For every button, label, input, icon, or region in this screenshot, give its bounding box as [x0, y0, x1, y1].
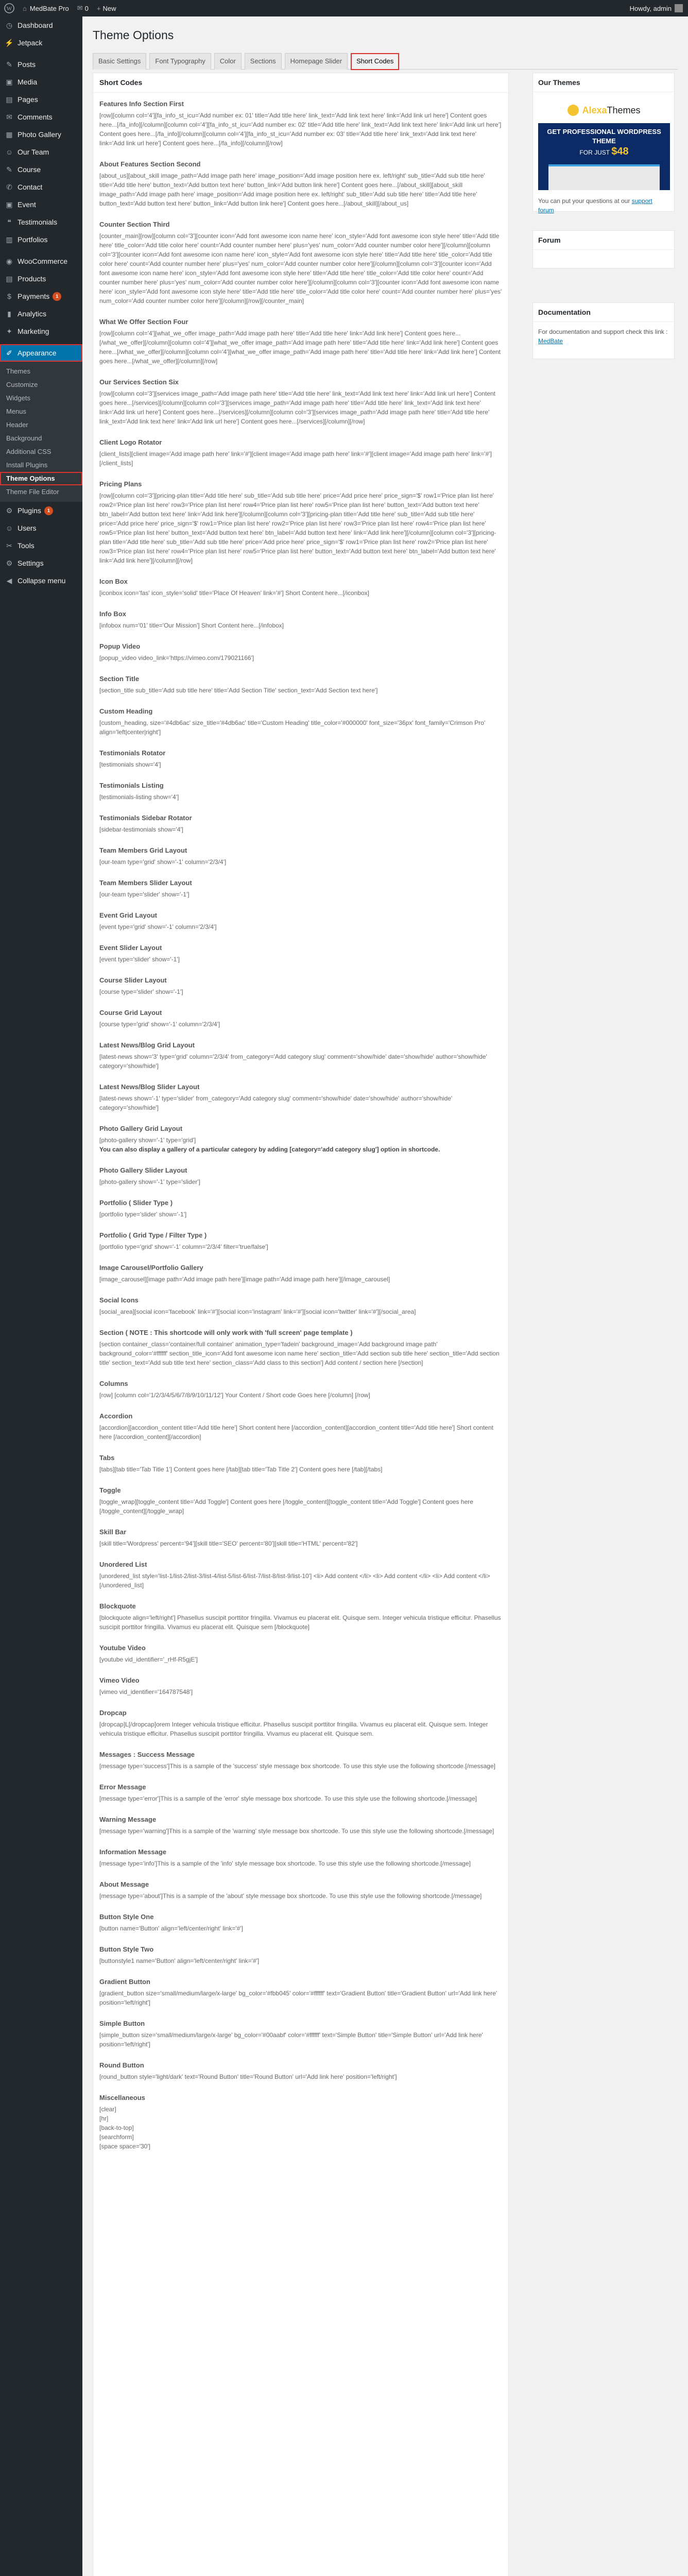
shortcode-code: [blockquote align='left/right'] Phasellus suscipit porttitor fringilla. Vivamus eu placerat elit. Quisque sem. Integer vehicula tristique efficitur. Phasellus suscipit porttitor fringilla. Vivamus eu placerat elit. Quisque sem [/blockquote]	[99, 1614, 501, 1631]
shortcode-code: [counter_main][row][column col='3'][counter icon='Add font awesome icon name here' icon_style='Add font awesome icon style here' title='Add title here' title_color='Add title color here' count='Add counter number here' plus='yes' num_color='Add counter number color here'][/column][column col='3'][counter icon='Add font awesome icon name here' icon_style='Add font awesome icon style here' title='Add title here' title_color='Add title color here' count='Add counter number here' plus='yes' num_color='Add counter number color here'][/column][column col='3'][counter icon='Add font awesome icon name here' icon_style='Add font awesome icon style here' title='Add title here' title_color='Add title color here' count='Add counter number here' plus='yes' num_color='Add counter number color here'][/column][column col='3'][counter icon='Add font awesome icon name here' icon_style='Add font awesome icon style here' title='Add title here' title_color='Add title color here' count='Add counter number here' plus='yes' num_color='Add counter number color here'][/column][/row][/counter_main]	[99, 232, 502, 304]
promo-price: $48	[611, 146, 629, 157]
tab-sections[interactable]: Sections	[245, 53, 282, 70]
shortcode-code: [simple_button size='small/medium/large/x-large' bg_color='#00aabf' color='#ffffff' text='Simple Button' title='Simple Button' url='Add link here' position='left/right']	[99, 2031, 483, 2048]
shortcode-code: [client_lists][client image='Add image path here' link='#'][client image='Add image path here' link='#'][client image='Add image path here' link='#'][/client_lists]	[99, 450, 492, 467]
comments-icon: ✉	[6, 112, 12, 121]
menu-separator	[0, 248, 82, 252]
appearance-icon: ✐	[6, 348, 12, 357]
shortcode-code: [unordered_list style='list-1/list-2/list-3/list-4/list-5/list-6/list-7/list-8/list-9/list-10'] <li> Add content </li> <li> Add content </li> <li> Add content </li>[/unordered_list]	[99, 1572, 490, 1589]
shortcode-code: [section container_class='container/full container' animation_type='fadein' background_image='Add background image path' background_color='#ffffff' section_title_icon='Add font awesome icon name here' section_title='Add section sub title here' section_title='Add section title' section_text='Add sub title text here' section_class='Add class to this section'] Add content / section here [/section]	[99, 1341, 500, 1366]
sidebar-item-label: Users	[18, 524, 37, 532]
shortcode-title: Social Icons	[99, 1296, 139, 1304]
shortcode-title: Image Carousel/Portfolio Gallery	[99, 1264, 203, 1272]
sidebar-item-label: WooCommerce	[18, 257, 67, 265]
shortcode-title: Unordered List	[99, 1561, 147, 1568]
shortcode-code: [row][column col='4'][what_we_offer image_path='Add image path here' title='Add title here' link='Add link here'] Content goes here...[/what_we_offer][/column][column col='4'][what_we_offer image_path='Add image path here' title='Add title here' link='Add link here'] Content goes here...[/what_we_offer][/column][column col='4'][what_we_offer image_path='Add image path here' title='Add title here' link='Add link here'] Content goes here...[/what_we_offer][/column][/row]	[99, 330, 501, 365]
shortcode-code: [youtube vid_identifier='_rHf-R5gjE']	[99, 1656, 198, 1663]
shortcode-code: [course type='grid' show='-1' column='2/3/4']	[99, 1021, 220, 1028]
sidebar-item-label: Collapse menu	[18, 577, 66, 585]
howdy-account[interactable]: Howdy, admin	[629, 4, 672, 12]
gallery-icon: ▦	[6, 130, 13, 139]
shortcode-item	[99, 1412, 502, 1442]
shortcode-code: [round_button style='light/dark' text='Round Button' title='Round Button' url='Add link here' position='left/right']	[99, 2073, 397, 2080]
shortcode-list	[93, 93, 508, 2151]
shortcode-code: [infobox num='01' title='Our Mission'] Short Content here...[/infobox]	[99, 622, 284, 629]
woocommerce-icon: ◉	[6, 257, 13, 265]
promo-prefix: FOR JUST	[579, 149, 610, 156]
shortcode-item	[99, 1751, 502, 1771]
shortcode-code: [portfolio type='slider' show='-1']	[99, 1211, 187, 1218]
sidebar-item-course[interactable]	[0, 161, 82, 178]
shortcode-item	[99, 675, 502, 695]
shortcode-item	[99, 1644, 502, 1664]
sidebar-item-woocommerce[interactable]	[0, 252, 82, 270]
team-icon: ☺	[5, 148, 13, 156]
products-icon: ▤	[6, 274, 13, 283]
submenu-item-background[interactable]: Background	[6, 434, 42, 442]
jetpack-icon: ⚡	[5, 38, 14, 47]
shortcode-title: Miscellaneous	[99, 2094, 145, 2102]
shortcode-title: What We Offer Section Four	[99, 318, 188, 326]
sidebar-item-products[interactable]	[0, 270, 82, 287]
shortcode-code: [photo-gallery show='-1' type='slider']	[99, 1178, 200, 1185]
shortcode-note: You can also display a gallery of a particular category by adding [category='add category slug'] option in shortcode.	[99, 1146, 440, 1153]
shortcode-code: [tabs][tab title='Tab Title 1'] Content goes here [/tab][tab title='Tab Title 2'] Content goes here [/tab][/tabs]	[99, 1466, 383, 1473]
shortcode-item	[99, 1125, 502, 1154]
sidebar-item-label: Contact	[18, 183, 43, 191]
wordpress-logo-icon[interactable]	[0, 0, 19, 16]
site-name: MedBate Pro	[29, 4, 69, 12]
documentation-text: For documentation and support check this link :	[538, 328, 668, 335]
sidebar-item-appearance[interactable]	[0, 344, 82, 362]
tab-font-typography[interactable]: Font Typography	[149, 53, 211, 70]
sidebar-item-posts[interactable]	[0, 56, 82, 73]
shortcode-item	[99, 879, 502, 899]
shortcode-title: Team Members Slider Layout	[99, 879, 192, 887]
sidebar-item-label: Our Team	[18, 148, 49, 156]
submenu-item-menus[interactable]: Menus	[6, 408, 27, 415]
shortcode-code: [message type='about']This is a sample of the 'about' style message box shortcode. To use this style use the following shortcode.[/message]	[99, 1892, 482, 1900]
shortcode-item	[99, 749, 502, 769]
forum-box	[532, 230, 675, 268]
sidebar-item-label: Portfolios	[18, 235, 48, 244]
shortcode-item	[99, 814, 502, 834]
shortcode-code: [latest-news show='-1' type='slider' from_category='Add category slug' comment='show/hide' date='show/hide' author='show/hide' category='show/hide']	[99, 1095, 453, 1111]
admin-sidebar	[0, 16, 82, 2576]
sidebar-item-settings[interactable]	[0, 554, 82, 572]
shortcode-title: Messages : Success Message	[99, 1751, 195, 1758]
shortcode-item	[99, 1329, 502, 1367]
sidebar-item-analytics[interactable]	[0, 305, 82, 323]
comments-link[interactable]	[73, 0, 93, 16]
shortcode-title: Skill Bar	[99, 1528, 127, 1536]
shortcode-title: Youtube Video	[99, 1644, 146, 1652]
shortcode-code: [portfolio type='grid' show='-1' column='2/3/4' filter='true/false']	[99, 1243, 268, 1250]
shortcode-item	[99, 782, 502, 802]
shortcode-item	[99, 1880, 502, 1901]
sidebar-item-label: Settings	[18, 559, 44, 567]
shortcode-code: [row][column col='3'][pricing-plan title='Add title here' sub_title='Add sub title here' price='Add price here' price_sign='$' row1='Price plan list here' row2='Price plan list here' row3='Price plan list here' row4='Price plan list here' row5='Price plan list here' button_text='Add button text here' btn_label='Add button text here' link='Add link here'][/column][column col='3'][pricing-plan title='Add title here' sub_title='Add sub title here' price='Add price here' price_sign='$' row1='Price plan list here' row2='Price plan list here' row3='Price plan list here' row4='Price plan list here' row5='Price plan list here' button_text='Add button text here' btn_label='Add button text here' link='Add link here'][/column][column col='3'][pricing-plan title='Add title here' sub_title='Add sub title here' price='Add price here' price_sign='$' row1='Price plan list here' row2='Price plan list here' row3='Price plan list here' row4='Price plan list here' row5='Price plan list here' button_text='Add button text here' btn_label='Add button text here' link='Add link here'][/column][/row]	[99, 492, 496, 564]
sidebar-item-label: Appearance	[18, 349, 57, 357]
main-content	[93, 16, 678, 2150]
alexa-logo-icon	[567, 105, 579, 116]
sidebar-item-event[interactable]	[0, 196, 82, 213]
sidebar-item-plugins[interactable]	[0, 502, 82, 519]
submenu-item-theme-file-editor[interactable]: Theme File Editor	[6, 488, 59, 496]
shortcode-code: [row][column col='4'][fa_info_st_icu='Add number ex: 01' title='Add title here' link_text='Add link text here' link='Add link url here'] Content goes here...[/fa_info][/column][column col='4'][fa_info_st_icu='Add number ex: 02' title='Add title here' link_text='Add link text here' link='Add link url here'] Content goes here...[/fa_info][/column][column col='4'][fa_info_st_icu='Add number ex: 03' title='Add title here' link_text='Add link text here' link='Add link url here'] Content goes here...[/fa_info][/column][/row]	[99, 112, 502, 147]
options-tabs	[93, 53, 678, 70]
shortcode-code: [our-team type='slider' show='-1']	[99, 891, 190, 898]
shortcode-title: Toggle	[99, 1486, 121, 1494]
sidebar-item-label: Testimonials	[18, 218, 58, 226]
shortcode-title: Info Box	[99, 610, 126, 618]
sidebar-item-our-team[interactable]	[0, 143, 82, 161]
shortcode-item	[99, 976, 502, 996]
sidebar-item-testimonials[interactable]	[0, 213, 82, 231]
shortcode-title: Client Logo Rotator	[99, 438, 162, 446]
shortcode-title: Course Grid Layout	[99, 1009, 162, 1016]
sidebar-item-label: Dashboard	[18, 21, 53, 29]
sidebar-item-payments[interactable]	[0, 287, 82, 305]
shortcode-item	[99, 438, 502, 468]
our-themes-title: Our Themes	[533, 73, 674, 92]
plugins-icon: ⚙	[6, 506, 13, 515]
shortcode-item	[99, 1166, 502, 1187]
shortcode-title: Blockquote	[99, 1602, 136, 1610]
shortcode-title: Section Title	[99, 675, 140, 683]
pages-icon: ▤	[6, 95, 13, 104]
sidebar-item-label: Posts	[18, 60, 36, 69]
sidebar-item-comments[interactable]	[0, 108, 82, 126]
shortcode-title: Information Message	[99, 1848, 167, 1856]
sidebar-item-label: Event	[18, 200, 36, 209]
shortcode-item	[99, 1380, 502, 1400]
pushpin-icon: ✎	[6, 60, 12, 69]
new-content-link[interactable]	[93, 0, 121, 16]
theme-promo-banner[interactable]	[538, 97, 670, 190]
appearance-submenu	[0, 362, 82, 502]
shortcode-item	[99, 1848, 502, 1868]
shortcode-code: [testimonials-listing show='4']	[99, 793, 179, 801]
shortcode-title: Event Slider Layout	[99, 944, 162, 952]
shortcode-item	[99, 707, 502, 737]
shortcode-code: [event type='slider' show='-1']	[99, 956, 180, 963]
sidebar-item-jetpack[interactable]	[0, 34, 82, 52]
menu-separator	[0, 52, 82, 56]
dashboard-icon: ◷	[6, 21, 13, 29]
shortcode-code: [vimeo vid_identifier='164787548']	[99, 1688, 193, 1696]
shortcode-title: Section ( NOTE : This shortcode will only work with 'full screen' page template )	[99, 1329, 353, 1336]
shortcode-title: Gradient Button	[99, 1978, 150, 1986]
shortcode-code: [row][column col='3'][services image_path='Add image path here' title='Add title here' link_text='Add link text here' link='Add link url here'] Content goes here...[/services][/column][column col='3'][services image_path='Add image path here' title='Add title here' link_text='Add link text here' link='Add link url here'] Content goes here...[/services][/column][column col='3'][services image_path='Add image path here' title='Add title here' link_text='Add link text here' link='Add link url here'] Content goes here...[/services][/column][/row]	[99, 390, 495, 425]
sidebar-item-portfolios[interactable]	[0, 231, 82, 248]
users-icon: ☺	[5, 524, 13, 532]
shortcode-item	[99, 1816, 502, 1836]
shortcode-title: Vimeo Video	[99, 1676, 140, 1684]
notification-badge: 1	[53, 292, 61, 301]
sidebar-item-label: Analytics	[18, 310, 47, 318]
shortcode-code: [skill title='Wordpress' percent='94'][skill title='SEO' percent='80'][skill title='HTML' percent='82']	[99, 1540, 358, 1547]
tab-color[interactable]: Color	[214, 53, 242, 70]
shortcode-title: Our Services Section Six	[99, 378, 179, 386]
shortcode-code: [social_area][social icon='facebook' link='#'][social icon='instagram' link='#'][social icon='twitter' link='#'][/social_area]	[99, 1308, 416, 1315]
shortcode-code: [testimonials show='4']	[99, 761, 161, 768]
shortcode-code: [latest-news show='3' type='grid' column='2/3/4' from_category='Add category slug' comment='show/hide' date='show/hide' author='show/hide' category='show/hide']	[99, 1053, 487, 1070]
documentation-box	[532, 302, 675, 359]
shortcode-title: Warning Message	[99, 1816, 157, 1823]
our-themes-box	[532, 73, 675, 212]
submenu-item-header[interactable]: Header	[6, 421, 28, 429]
shortcode-item	[99, 1978, 502, 2007]
shortcode-item	[99, 944, 502, 964]
sidebar-item-label: Plugins	[18, 506, 41, 515]
event-icon: ▣	[6, 200, 13, 209]
shortcode-code: [dropcap]L[/dropcap]orem Integer vehicula tristique efficitur. Phasellus suscipit porttitor fringilla. Vivamus eu placerat elit. Quisque sem. Integer vehicula tristique efficitur. Phasellus suscipit porttitor fringilla. Vivamus eu placerat elit. Quisque sem.	[99, 1721, 488, 1737]
site-name-link[interactable]	[19, 0, 73, 16]
shortcode-item	[99, 1264, 502, 1284]
shortcode-code: [iconbox icon='fas' icon_style='solid' title='Place Of Heaven' link='#'] Short Content here...[/iconbox]	[99, 589, 369, 597]
shortcode-item	[99, 2061, 502, 2081]
shortcode-title: Icon Box	[99, 578, 128, 585]
shortcode-item	[99, 1783, 502, 1803]
shortcode-code: [section_title sub_title='Add sub title here' title='Add Section Title' section_text='Add Section text here']	[99, 687, 378, 694]
shortcode-code: [message type='error']This is a sample of the 'error' style message box shortcode. To use this style use the following shortcode.[/message]	[99, 1795, 477, 1802]
shortcode-item	[99, 1486, 502, 1516]
promo-logo-a: Alexa	[582, 105, 607, 115]
sidebar-item-label: Products	[18, 275, 46, 283]
shortcode-title: Photo Gallery Grid Layout	[99, 1125, 183, 1132]
shortcode-code: [about_us][about_skill image_path='Add image path here' image_position='Add image position here ex. left/right' sub_title='Add sub title here' title='Add title here' button_text='Add button text here' button_link='Add button link here'] Content goes here...[/about_skill][about_skill image_path='Add image path here' image_position='Add image position here ex. left/right' sub_title='Add sub title here' title='Add title here' button_text='Add button text here' button_link='Add button link here'] Content goes here...[/about_skill][/about_us]	[99, 172, 485, 207]
shortcode-code: [photo-gallery show='-1' type='grid']	[99, 1137, 196, 1144]
submenu-item-additional-css[interactable]: Additional CSS	[6, 448, 51, 455]
page-title: Theme Options	[93, 28, 174, 42]
promo-logo-b: Themes	[607, 105, 641, 115]
shortcode-title: Error Message	[99, 1783, 146, 1791]
media-icon: ▣	[6, 77, 13, 86]
shortcode-title: Testimonials Rotator	[99, 749, 166, 757]
plus-icon: +	[96, 4, 101, 12]
shortcode-code: [event type='grid' show='-1' column='2/3/4']	[99, 923, 217, 930]
shortcode-code: [message type='warning']This is a sample of the 'warning' style message box shortcode. To use this style use the following shortcode.[/message]	[99, 1827, 494, 1835]
shortcode-code: [gradient_button size='small/medium/large/x-large' bg_color='#fbb045' color='#ffffff' text='Gradient Button' title='Gradient Button' url='Add link here' position='left/right']	[99, 1990, 497, 2006]
tab-basic-settings[interactable]: Basic Settings	[93, 53, 146, 70]
shortcode-item	[99, 1528, 502, 1548]
sidebar-item-users[interactable]	[0, 519, 82, 537]
notification-badge: 1	[44, 506, 53, 515]
payments-icon: $	[7, 292, 11, 300]
promo-screens-image	[548, 164, 660, 190]
marketing-icon: ✦	[6, 327, 12, 335]
sidebar-item-photo-gallery[interactable]	[0, 126, 82, 143]
comments-count: 0	[84, 4, 89, 12]
sidebar-item-tools[interactable]	[0, 537, 82, 554]
shortcode-title: Photo Gallery Slider Layout	[99, 1166, 187, 1174]
documentation-title: Documentation	[533, 303, 674, 322]
shortcode-code: [custom_heading, size='#4db6ac' size_title='#4db6ac' title='Custom Heading' title_color='#000000' font_size='36px' font_family='Crimson Pro' align='left|center|right']	[99, 719, 486, 736]
shortcode-item	[99, 2020, 502, 2049]
sidebar-item-media[interactable]	[0, 73, 82, 91]
shortcode-code: [popup_video video_link='https://vimeo.com/179021166']	[99, 654, 254, 662]
panel-title: Short Codes	[93, 73, 508, 93]
shortcode-item	[99, 642, 502, 663]
shortcode-title: Event Grid Layout	[99, 911, 157, 919]
shortcode-title: Course Slider Layout	[99, 976, 167, 984]
shortcode-item	[99, 480, 502, 565]
shortcode-code: [image_carousel][image path='Add image path here'][image path='Add image path here'][/image_carousel]	[99, 1276, 390, 1283]
shortcode-code: [course type='slider' show='-1']	[99, 988, 183, 995]
submenu-item-install-plugins[interactable]: Install Plugins	[6, 461, 48, 469]
shortcode-code: [our-team type='grid' show='-1' column='2/3/4']	[99, 858, 227, 866]
shortcode-title: About Message	[99, 1880, 149, 1888]
shortcode-item	[99, 221, 502, 306]
shortcode-item	[99, 1602, 502, 1632]
shortcode-item	[99, 100, 502, 148]
shortcode-title: Columns	[99, 1380, 128, 1387]
sidebar-item-dashboard[interactable]	[0, 16, 82, 34]
shortcode-item	[99, 160, 502, 208]
shortcode-item	[99, 1199, 502, 1219]
shortcode-item	[99, 846, 502, 867]
shortcodes-panel	[93, 73, 509, 2576]
shortcode-code: [accordion][accordion_content title='Add title here'] Short content here [/accordion_content][accordion_content title='Add title here'] Short content here [/accordion_content][/accordion]	[99, 1424, 493, 1440]
shortcode-code: [buttonstyle1 name='Button' align='left/center/right' link='#']	[99, 1957, 260, 1964]
shortcode-title: Testimonials Sidebar Rotator	[99, 814, 192, 822]
shortcode-title: Round Button	[99, 2061, 144, 2069]
shortcode-title: Pricing Plans	[99, 480, 142, 488]
sidebar-item-label: Pages	[18, 95, 38, 104]
home-icon: ⌂	[23, 4, 27, 12]
shortcode-title: Latest News/Blog Grid Layout	[99, 1041, 195, 1049]
support-text: You can put your questions at our	[538, 197, 630, 205]
shortcode-title: About Features Section Second	[99, 160, 201, 168]
sidebar-item-label: Tools	[18, 541, 35, 550]
sidebar-item-label: Jetpack	[18, 39, 43, 47]
course-icon: ✎	[6, 165, 12, 174]
submenu-item-customize[interactable]: Customize	[6, 381, 38, 388]
sidebar-item-label: Comments	[18, 113, 53, 121]
sidebar-item-label: Photo Gallery	[18, 130, 61, 139]
shortcode-item	[99, 911, 502, 931]
shortcode-item	[99, 1709, 502, 1738]
comment-bubble-icon: ✉	[77, 4, 83, 12]
shortcode-title: Custom Heading	[99, 707, 153, 715]
shortcode-item	[99, 1009, 502, 1029]
analytics-icon: ▮	[7, 309, 11, 318]
svg-text:W: W	[6, 6, 12, 12]
shortcode-item	[99, 1083, 502, 1112]
shortcode-title: Accordion	[99, 1412, 133, 1420]
shortcode-title: Button Style One	[99, 1913, 154, 1921]
sidebar-item-label: Course	[18, 165, 41, 174]
shortcode-title: Button Style Two	[99, 1945, 154, 1953]
shortcode-title: Team Members Grid Layout	[99, 846, 187, 854]
admin-bar	[0, 0, 688, 16]
shortcode-title: Popup Video	[99, 642, 141, 650]
forum-title: Forum	[533, 231, 674, 250]
tab-homepage-slider[interactable]: Homepage Slider	[285, 53, 348, 70]
shortcode-item	[99, 610, 502, 630]
shortcode-code: [sidebar-testimonials show='4']	[99, 826, 183, 833]
tab-short-codes[interactable]: Short Codes	[351, 53, 399, 70]
collapse-icon: ◀	[6, 576, 12, 585]
shortcode-code: [message type='info']This is a sample of the 'info' style message box shortcode. To use this style use the following shortcode.[/message]	[99, 1860, 471, 1867]
documentation-link[interactable]: MedBate	[538, 337, 563, 345]
shortcode-title: Features Info Section First	[99, 100, 184, 108]
shortcode-title: Testimonials Listing	[99, 782, 164, 789]
avatar[interactable]	[675, 4, 683, 12]
shortcode-title: Portfolio ( Grid Type / Filter Type )	[99, 1231, 207, 1239]
sidebar-item-marketing[interactable]	[0, 323, 82, 340]
sidebar-item-label: Media	[18, 78, 38, 86]
shortcode-code: [toggle_wrap][toggle_content title='Add Toggle'] Content goes here [/toggle_content][toggle_content title='Add Toggle'] Content goes here [/toggle_content][/toggle_wrap]	[99, 1498, 473, 1515]
shortcode-item	[99, 378, 502, 426]
settings-icon: ⚙	[6, 558, 13, 567]
shortcode-code: [row] [column col='1/2/3/4/5/6/7/8/9/10/11/12'] Your Content / Short code Goes here [/column] [/row]	[99, 1392, 370, 1399]
shortcode-item	[99, 1561, 502, 1590]
shortcode-item	[99, 1913, 502, 1933]
submenu-item-themes[interactable]: Themes	[6, 367, 30, 375]
shortcode-title: Counter Section Third	[99, 221, 170, 228]
shortcode-title: Tabs	[99, 1454, 115, 1462]
shortcode-item	[99, 578, 502, 598]
shortcode-item	[99, 2094, 502, 2151]
sidebar-item-collapse-menu[interactable]	[0, 572, 82, 589]
new-label: New	[102, 4, 116, 12]
sidebar-item-label: Marketing	[18, 327, 49, 335]
submenu-item-widgets[interactable]: Widgets	[6, 394, 30, 402]
menu-separator	[0, 340, 82, 344]
sidebar-item-contact[interactable]	[0, 178, 82, 196]
sidebar-item-pages[interactable]	[0, 91, 82, 108]
shortcode-item	[99, 1676, 502, 1697]
shortcode-code: [message type='success']This is a sample of the 'success' style message box shortcode. To use this style use the following shortcode.[/message]	[99, 1762, 495, 1770]
shortcode-item	[99, 1296, 502, 1316]
support-forum-link[interactable]: support forum	[538, 197, 652, 214]
shortcode-code: [button name='Button' align='left/center/right' link='#']	[99, 1925, 243, 1932]
shortcode-item	[99, 1231, 502, 1251]
shortcode-title: Dropcap	[99, 1709, 127, 1717]
shortcode-item	[99, 1041, 502, 1071]
shortcode-code: [clear] [hr] [back-to-top] [searchform] [space space='30']	[99, 2106, 150, 2150]
submenu-item-theme-options[interactable]: Theme Options	[0, 472, 82, 485]
shortcode-item	[99, 1454, 502, 1474]
shortcode-title: Latest News/Blog Slider Layout	[99, 1083, 200, 1091]
promo-headline: GET PROFESSIONAL WORDPRESS THEME	[547, 128, 661, 145]
tools-icon: ✂	[6, 541, 12, 550]
shortcode-item	[99, 318, 502, 366]
testimonials-icon: ❝	[7, 217, 11, 226]
contact-icon: ✆	[6, 182, 12, 191]
shortcode-title: Simple Button	[99, 2020, 145, 2027]
sidebar-item-label: Payments	[18, 292, 50, 300]
portfolio-icon: ▥	[6, 235, 13, 244]
shortcode-title: Portfolio ( Slider Type )	[99, 1199, 173, 1207]
shortcode-item	[99, 1945, 502, 1965]
